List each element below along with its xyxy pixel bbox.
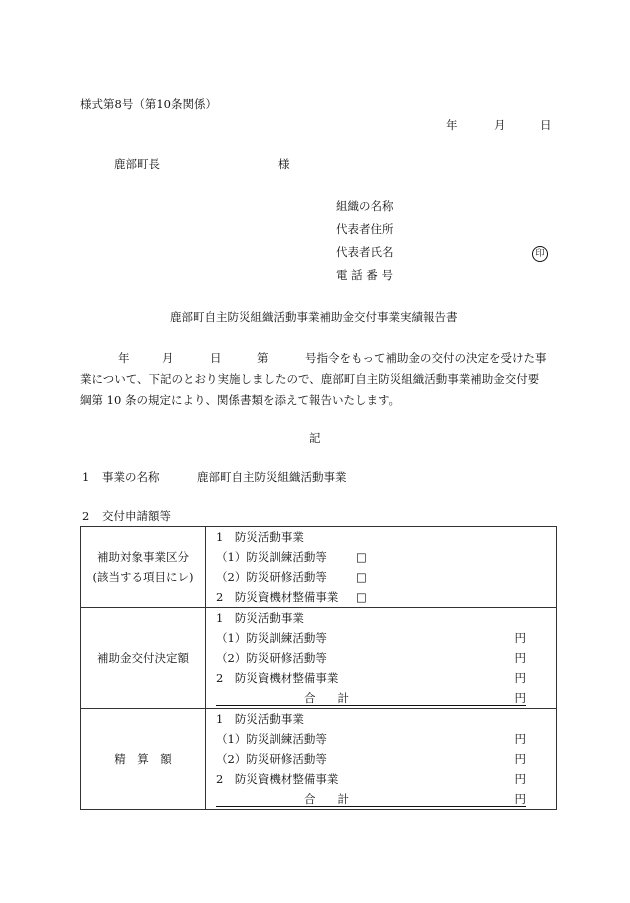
rep-name-label: 代表者氏名 bbox=[336, 245, 394, 259]
settlement-content-cell bbox=[206, 709, 557, 810]
settlement-row-label: 1 防災活動事業 bbox=[216, 712, 304, 726]
addressee-name: 鹿部町長 bbox=[114, 157, 160, 171]
seal-icon bbox=[532, 245, 548, 262]
item-1-number: 1 bbox=[82, 470, 90, 484]
table-row-category bbox=[81, 527, 557, 608]
decision-row bbox=[216, 628, 556, 648]
table-row-settlement-amount bbox=[81, 709, 557, 810]
decision-row-label: （1）防災訓練活動等 bbox=[216, 631, 327, 645]
item-1-value: 鹿部町自主防災組織活動事業 bbox=[197, 470, 347, 484]
settlement-row bbox=[216, 749, 556, 769]
report-table bbox=[80, 526, 557, 810]
body-no-prefix: 第 bbox=[257, 351, 269, 365]
settlement-row-label: 2 防災資機材整備事業 bbox=[216, 772, 339, 786]
rep-address-label: 代表者住所 bbox=[336, 222, 394, 236]
category-row bbox=[216, 527, 556, 547]
category-row bbox=[216, 587, 556, 607]
item-2-number: 2 bbox=[82, 509, 90, 523]
settlement-row bbox=[216, 769, 556, 789]
yen-unit: 円 bbox=[514, 631, 526, 645]
total-underline bbox=[216, 806, 526, 807]
settlement-row-label: （2）防災研修活動等 bbox=[216, 752, 327, 766]
document-title: 鹿部町自主防災組織活動事業補助金交付事業実績報告書 bbox=[170, 310, 458, 324]
body-year: 年 bbox=[118, 351, 130, 365]
yen-unit: 円 bbox=[514, 732, 526, 746]
yen-unit: 円 bbox=[514, 671, 526, 685]
settlement-label-cell: 精 算 額 bbox=[81, 709, 206, 810]
decision-row-label: 2 防災資機材整備事業 bbox=[216, 671, 339, 685]
form-number: 様式第8号（第10条関係） bbox=[80, 97, 217, 111]
body-line2: 業について、下記のとおり実施しましたので、鹿部町自主防災組織活動事業補助金交付要 bbox=[80, 372, 540, 386]
decision-total-row bbox=[216, 688, 556, 708]
settlement-row bbox=[216, 709, 556, 729]
settlement-row bbox=[216, 729, 556, 749]
category-row bbox=[216, 567, 556, 587]
item-1-label: 事業の名称 bbox=[102, 470, 160, 484]
yen-unit: 円 bbox=[514, 691, 526, 705]
date-month: 月 bbox=[494, 118, 506, 132]
addressee-honorific: 様 bbox=[278, 157, 290, 171]
decision-row-label: （2）防災研修活動等 bbox=[216, 651, 327, 665]
decision-label-cell: 補助金交付決定額 bbox=[81, 608, 206, 709]
body-line1: 号指令をもって補助金の交付の決定を受けた事 bbox=[305, 351, 547, 365]
phone-label: 電 話 番 号 bbox=[336, 268, 393, 282]
decision-content-cell bbox=[206, 608, 557, 709]
date-year: 年 bbox=[446, 118, 458, 132]
category-row-label: （2）防災研修活動等 bbox=[216, 570, 327, 584]
yen-unit: 円 bbox=[514, 792, 526, 806]
decision-row bbox=[216, 608, 556, 628]
decision-row-label: 1 防災活動事業 bbox=[216, 611, 304, 625]
category-row-label: （1）防災訓練活動等 bbox=[216, 550, 327, 564]
total-label: 合計 bbox=[304, 691, 371, 705]
category-row bbox=[216, 547, 556, 567]
category-row-label: 1 防災活動事業 bbox=[216, 530, 304, 544]
seal-mark: 印 bbox=[532, 246, 548, 262]
checkbox-equipment[interactable]: □ bbox=[356, 590, 367, 604]
category-row-label: 2 防災資機材整備事業 bbox=[216, 590, 339, 604]
checkbox-training[interactable]: □ bbox=[356, 550, 367, 564]
decision-row bbox=[216, 668, 556, 688]
table-row-decision-amount bbox=[81, 608, 557, 709]
category-content-cell bbox=[206, 527, 557, 608]
decision-row bbox=[216, 648, 556, 668]
ki-heading: 記 bbox=[309, 431, 321, 445]
date-day: 日 bbox=[540, 118, 552, 132]
settlement-row-label: （1）防災訓練活動等 bbox=[216, 732, 327, 746]
total-underline bbox=[216, 705, 526, 706]
total-label: 合計 bbox=[304, 792, 371, 806]
body-day: 日 bbox=[210, 351, 222, 365]
category-label-line2: (該当する項目にレ) bbox=[92, 570, 194, 584]
settlement-total-row bbox=[216, 789, 556, 809]
yen-unit: 円 bbox=[514, 772, 526, 786]
yen-unit: 円 bbox=[514, 752, 526, 766]
checkbox-study[interactable]: □ bbox=[356, 570, 367, 584]
body-line3: 綱第 10 条の規定により、関係書類を添えて報告いたします。 bbox=[80, 393, 401, 407]
body-month: 月 bbox=[162, 351, 174, 365]
category-label-line1: 補助対象事業区分 bbox=[97, 550, 189, 564]
yen-unit: 円 bbox=[514, 651, 526, 665]
org-name-label: 組織の名称 bbox=[336, 199, 394, 213]
item-2-label: 交付申請額等 bbox=[102, 509, 171, 523]
category-label-cell bbox=[81, 527, 206, 608]
